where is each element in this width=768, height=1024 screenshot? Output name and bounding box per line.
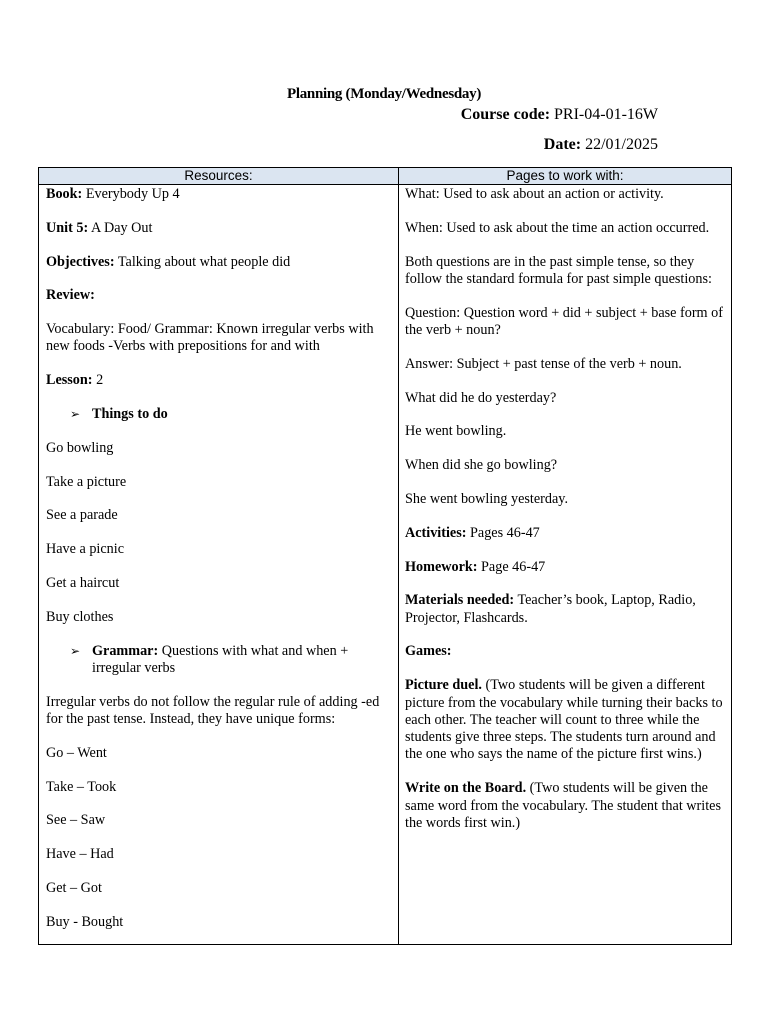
lesson-value: 2 bbox=[96, 372, 104, 389]
thing-item: See a parade bbox=[46, 507, 118, 524]
example-line: She went bowling yesterday. bbox=[405, 490, 568, 507]
homework-line bbox=[405, 559, 725, 576]
grammar-bullet bbox=[46, 643, 392, 678]
lesson-line bbox=[46, 372, 392, 389]
example-line: What did he do yesterday? bbox=[405, 389, 557, 406]
date-label: Date: bbox=[543, 136, 582, 153]
question-formula: Question: Question word + did + subject + base form of the verb + noun? bbox=[405, 304, 723, 338]
unit-value: A Day Out bbox=[90, 219, 153, 236]
page-title: Planning (Monday/Wednesday) bbox=[286, 86, 482, 102]
pages-cell bbox=[399, 185, 732, 945]
pages-column-header: Pages to work with: bbox=[399, 168, 732, 185]
course-code-line bbox=[461, 106, 658, 124]
game2-text: (Two students will be given the same word from the vocabulary. The student that writes the words first win.) bbox=[405, 780, 721, 831]
table-body-row bbox=[39, 185, 732, 945]
verb-pair: Buy - Bought bbox=[46, 913, 124, 930]
resources-content bbox=[46, 186, 392, 931]
game1-label: Picture duel. bbox=[405, 677, 482, 694]
example-line: He went bowling. bbox=[405, 423, 507, 440]
resources-column-header: Resources: bbox=[39, 168, 399, 185]
arrow-bullet-icon: ➢ bbox=[70, 643, 81, 658]
objectives-label: Objectives: bbox=[46, 253, 115, 270]
book-value: Everybody Up 4 bbox=[85, 186, 180, 202]
things-to-do-label: Things to do bbox=[92, 406, 168, 423]
game-picture-duel bbox=[405, 677, 725, 763]
review-text: Vocabulary: Food/ Grammar: Known irregular verbs with new foods -Verbs with prepositions for and with bbox=[46, 321, 374, 355]
thing-item: Get a haircut bbox=[46, 575, 120, 592]
game1-text: (Two students will be given a different picture from the vocabulary while turning their backs to each other. The teacher will count to three while the students give three steps. The students turn around and the one who says the name of the picture first wins.) bbox=[405, 677, 723, 763]
unit-label: Unit 5: bbox=[46, 219, 89, 236]
answer-formula: Answer: Subject + past tense of the verb + noun. bbox=[405, 355, 682, 372]
verb-pair: Have – Had bbox=[46, 846, 114, 863]
homework-value: Page 46-47 bbox=[481, 558, 546, 575]
what-text: What: Used to ask about an action or activity. bbox=[405, 186, 664, 202]
planning-table bbox=[38, 167, 732, 945]
activities-value: Pages 46-47 bbox=[470, 524, 540, 541]
thing-item: Take a picture bbox=[46, 473, 127, 490]
book-line bbox=[46, 186, 392, 203]
resources-cell bbox=[39, 185, 399, 945]
verb-pair: Get – Got bbox=[46, 880, 102, 897]
date-value: 22/01/2025 bbox=[585, 136, 658, 153]
thing-item: Go bowling bbox=[46, 439, 114, 456]
date-line bbox=[544, 136, 658, 154]
irregular-verbs-text: Irregular verbs do not follow the regular rule of adding -ed for the past tense. Instead, they have unique forms: bbox=[46, 693, 380, 728]
lesson-label: Lesson: bbox=[46, 372, 93, 389]
arrow-bullet-icon: ➢ bbox=[70, 407, 81, 422]
grammar-value: Questions with what and when + irregular verbs bbox=[92, 642, 349, 676]
materials-line bbox=[405, 592, 725, 627]
activities-label: Activities: bbox=[405, 524, 467, 541]
both-questions-text: Both questions are in the past simple tense, so they follow the standard formula for past simple questions: bbox=[405, 253, 712, 287]
verb-pair: Go – Went bbox=[46, 744, 107, 761]
unit-line bbox=[46, 220, 392, 237]
materials-value: Teacher’s book, Laptop, Radio, Projector, Flashcards. bbox=[405, 592, 696, 626]
game-write-on-board bbox=[405, 780, 725, 832]
thing-item: Buy clothes bbox=[46, 608, 114, 625]
game2-label: Write on the Board. bbox=[405, 780, 527, 797]
objectives-value: Talking about what people did bbox=[117, 253, 291, 270]
table-header-row bbox=[39, 168, 732, 185]
course-code-value: PRI-04-01-16W bbox=[554, 106, 658, 123]
verb-pair: See – Saw bbox=[46, 812, 106, 829]
example-line: When did she go bowling? bbox=[405, 457, 558, 474]
grammar-label: Grammar: bbox=[92, 642, 159, 659]
review-heading: Review: bbox=[46, 287, 95, 304]
activities-line bbox=[405, 525, 725, 542]
games-heading: Games: bbox=[405, 643, 452, 660]
homework-label: Homework: bbox=[405, 558, 478, 575]
things-to-do-bullet bbox=[46, 406, 392, 423]
course-code-label: Course code: bbox=[460, 106, 551, 123]
thing-item: Have a picnic bbox=[46, 541, 124, 558]
objectives-line bbox=[46, 254, 392, 271]
materials-label: Materials needed: bbox=[405, 592, 515, 609]
when-text: When: Used to ask about the time an action occurred. bbox=[405, 219, 710, 236]
pages-content bbox=[405, 186, 725, 832]
book-label: Book: bbox=[46, 186, 83, 202]
verb-pair: Take – Took bbox=[46, 778, 117, 795]
